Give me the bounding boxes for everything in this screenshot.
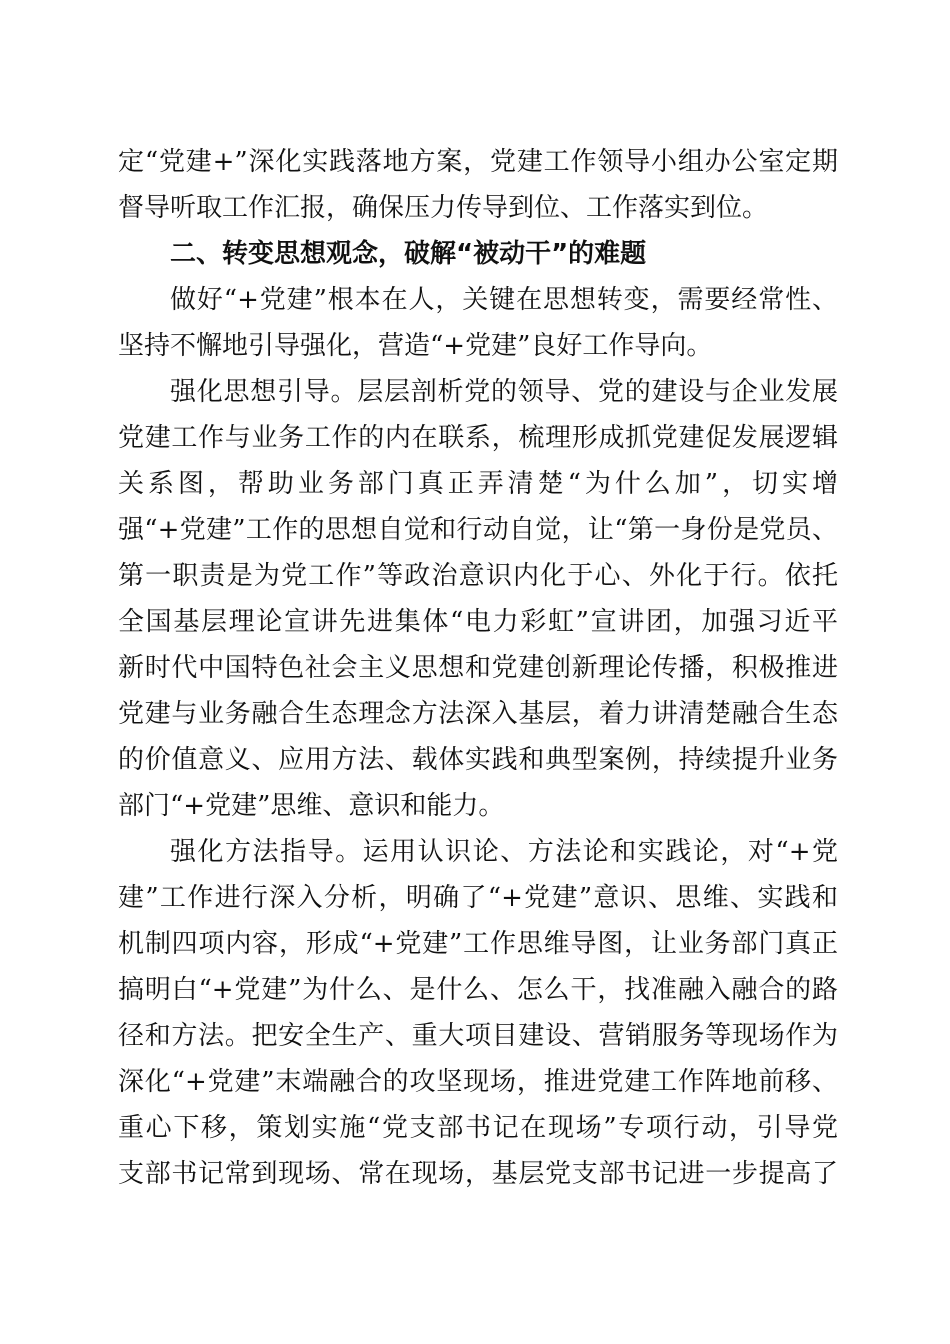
paragraph-line: 新时代中国特色社会主义思想和党建创新理论传播，积极推进 (118, 653, 838, 683)
paragraph-line: 搞明白“+党建”为什么、是什么、怎么干，找准融入融合的路 (118, 975, 838, 1005)
paragraph-line: 深化“+党建”末端融合的攻坚现场，推进党建工作阵地前移、 (118, 1067, 838, 1097)
paragraph-line: 强“+党建”工作的思想自觉和行动自觉，让“第一身份是党员、 (118, 515, 838, 545)
paragraph-line: 定“党建+”深化实践落地方案，党建工作领导小组办公室定期 (118, 147, 838, 177)
paragraph-line: 关系图，帮助业务部门真正弄清楚“为什么加”，切实增 (118, 469, 838, 499)
paragraph-line: 全国基层理论宣讲先进集体“电力彩虹”宣讲团，加强习近平 (118, 607, 838, 637)
paragraph-line: 强化思想引导。层层剖析党的领导、党的建设与企业发展 (170, 377, 838, 407)
paragraph-line: 坚持不懈地引导强化，营造“+党建”良好工作导向。 (118, 331, 713, 361)
paragraph-line: 建”工作进行深入分析，明确了“+党建”意识、思维、实践和 (118, 883, 838, 913)
paragraph-line: 做好“+党建”根本在人，关键在思想转变，需要经常性、 (170, 285, 838, 315)
paragraph-line: 第一职责是为党工作”等政治意识内化于心、外化于行。依托 (118, 561, 838, 591)
paragraph-line: 党建与业务融合生态理念方法深入基层，着力讲清楚融合生态 (118, 699, 838, 729)
paragraph-line: 督导听取工作汇报，确保压力传导到位、工作落实到位。 (118, 193, 769, 223)
paragraph-line: 党建工作与业务工作的内在联系，梳理形成抓党建促发展逻辑 (118, 423, 838, 453)
paragraph-line: 重心下移，策划实施“党支部书记在现场”专项行动，引导党 (118, 1113, 838, 1143)
paragraph-line: 机制四项内容，形成“+党建”工作思维导图，让业务部门真正 (118, 929, 838, 959)
paragraph-line: 的价值意义、应用方法、载体实践和典型案例，持续提升业务 (118, 745, 838, 775)
paragraph-line: 支部书记常到现场、常在现场，基层党支部书记进一步提高了 (118, 1159, 838, 1189)
paragraph-line: 部门“+党建”思维、意识和能力。 (118, 791, 505, 821)
paragraph-line: 径和方法。把安全生产、重大项目建设、营销服务等现场作为 (118, 1021, 838, 1051)
paragraph-line: 强化方法指导。运用认识论、方法论和实践论，对“+党 (170, 837, 838, 867)
section-heading: 二、转变思想观念，破解“被动干”的难题 (170, 239, 647, 269)
